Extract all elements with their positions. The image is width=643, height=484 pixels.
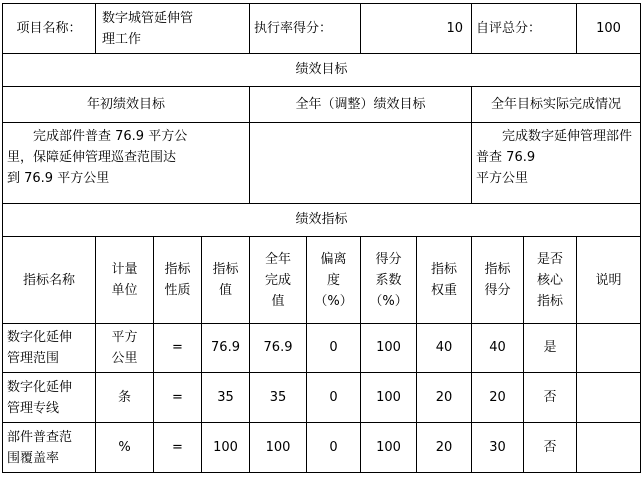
header-line: 值 xyxy=(219,283,233,298)
header-line: 度 xyxy=(327,272,341,288)
cell-line: 围覆盖率 xyxy=(7,450,60,466)
project-name xyxy=(96,4,250,54)
cell-unit xyxy=(96,423,154,473)
cell-note xyxy=(577,423,641,473)
cell-target: 76.9 xyxy=(202,324,250,373)
cell-nature: = xyxy=(154,324,202,373)
indicator-header-completed xyxy=(250,237,307,324)
self-total-label: 自评总分： xyxy=(472,4,577,54)
project-name-line: 数字城管延伸管 xyxy=(102,10,194,26)
exec-score-value: 10 xyxy=(361,4,472,54)
actual-completion-line: 完成数字延伸管理部件普查 76.9 xyxy=(476,129,633,165)
header-line: （%） xyxy=(314,293,353,309)
header-line: 指标 xyxy=(164,262,191,277)
cell-deviation: 0 xyxy=(307,373,361,423)
cell-target: 35 xyxy=(202,373,250,423)
indicator-header-core xyxy=(524,237,577,324)
header-line: 指标 xyxy=(537,293,564,309)
indicator-header-name xyxy=(3,237,96,324)
cell-coef: 100 xyxy=(361,373,417,423)
goals-section-title: 绩效目标 xyxy=(3,54,641,87)
indicator-row xyxy=(3,423,641,473)
header-line: 核心 xyxy=(537,272,564,288)
indicator-header-score xyxy=(472,237,524,324)
cell-weight: 20 xyxy=(417,373,472,423)
actual-completion-line: 平方公里 xyxy=(476,171,529,186)
cell-weight: 20 xyxy=(417,423,472,473)
header-line: 权重 xyxy=(431,283,458,298)
cell-line: % xyxy=(118,440,131,455)
header-row xyxy=(3,4,641,54)
cell-unit xyxy=(96,373,154,423)
header-line: 是否 xyxy=(537,251,564,267)
header-line: 偏离 xyxy=(320,251,347,267)
initial-goal-header: 年初绩效目标 xyxy=(3,87,250,123)
indicator-row xyxy=(3,324,641,373)
cell-score: 30 xyxy=(472,423,524,473)
initial-goal-text xyxy=(3,123,250,204)
cell-coef: 100 xyxy=(361,423,417,473)
cell-coef: 100 xyxy=(361,324,417,373)
indicator-header-coef xyxy=(361,237,417,324)
indicators-section-title: 绩效指标 xyxy=(3,204,641,237)
cell-line: 平方 xyxy=(111,330,138,345)
cell-name xyxy=(3,324,96,373)
cell-core: 否 xyxy=(524,423,577,473)
cell-note xyxy=(577,373,641,423)
exec-score-label: 执行率得分： xyxy=(250,4,361,54)
header-line: 值 xyxy=(271,293,285,309)
cell-line: 管理范围 xyxy=(7,351,60,366)
header-line: 得分 xyxy=(375,251,402,267)
cell-weight: 40 xyxy=(417,324,472,373)
cell-line: 数字化延伸 xyxy=(7,379,73,395)
adjusted-goal-text xyxy=(250,123,472,204)
header-line: 完成 xyxy=(265,272,292,288)
header-line: 指标名称 xyxy=(22,272,75,288)
cell-line: 管理专线 xyxy=(7,400,60,416)
indicator-header-note xyxy=(577,237,641,324)
header-line: 指标 xyxy=(484,262,511,277)
header-line: 得分 xyxy=(484,283,511,298)
cell-target: 100 xyxy=(202,423,250,473)
header-line: 单位 xyxy=(111,283,138,298)
cell-core: 否 xyxy=(524,373,577,423)
header-line: 计量 xyxy=(111,262,138,277)
cell-completed: 100 xyxy=(250,423,307,473)
initial-goal-line: 完成部件普查 76.9 平方公 xyxy=(33,129,188,144)
indicator-header-target xyxy=(202,237,250,324)
cell-note xyxy=(577,324,641,373)
cell-score: 40 xyxy=(472,324,524,373)
cell-core: 是 xyxy=(524,324,577,373)
project-label: 项目名称： xyxy=(3,4,96,54)
header-line: 指标 xyxy=(431,262,458,277)
cell-score: 20 xyxy=(472,373,524,423)
header-line: 全年 xyxy=(265,251,292,267)
cell-completed: 35 xyxy=(250,373,307,423)
initial-goal-line: 里，保障延伸管理巡查范围达 xyxy=(7,150,177,165)
cell-line: 公里 xyxy=(111,351,138,366)
goals-content-row xyxy=(3,123,641,204)
cell-name xyxy=(3,373,96,423)
self-total-value: 100 xyxy=(577,4,641,54)
cell-name xyxy=(3,423,96,473)
header-line: 系数 xyxy=(375,272,402,288)
header-line: 性质 xyxy=(164,283,191,298)
header-line: （%） xyxy=(369,293,408,309)
project-name-line: 理工作 xyxy=(102,31,142,47)
indicator-header-deviation xyxy=(307,237,361,324)
actual-completion-text xyxy=(472,123,641,204)
cell-line: 数字化延伸 xyxy=(7,330,73,345)
cell-deviation: 0 xyxy=(307,324,361,373)
cell-line: 条 xyxy=(117,390,131,405)
cell-completed: 76.9 xyxy=(250,324,307,373)
indicator-header-weight xyxy=(417,237,472,324)
indicator-header-nature xyxy=(154,237,202,324)
adjusted-goal-header: 全年（调整）绩效目标 xyxy=(250,87,472,123)
actual-completion-header: 全年目标实际完成情况 xyxy=(472,87,641,123)
cell-deviation: 0 xyxy=(307,423,361,473)
indicator-row xyxy=(3,373,641,423)
goals-title-row xyxy=(3,54,641,87)
initial-goal-line: 到 76.9 平方公里 xyxy=(7,171,110,186)
indicators-title-row xyxy=(3,204,641,237)
cell-unit xyxy=(96,324,154,373)
goals-header-row xyxy=(3,87,641,123)
header-line: 指标 xyxy=(212,262,239,277)
performance-table xyxy=(2,3,641,473)
indicators-header-row xyxy=(3,237,641,324)
cell-nature: = xyxy=(154,373,202,423)
indicator-header-unit xyxy=(96,237,154,324)
cell-line: 部件普查范 xyxy=(7,429,73,445)
cell-nature: = xyxy=(154,423,202,473)
header-line: 说明 xyxy=(595,272,622,288)
